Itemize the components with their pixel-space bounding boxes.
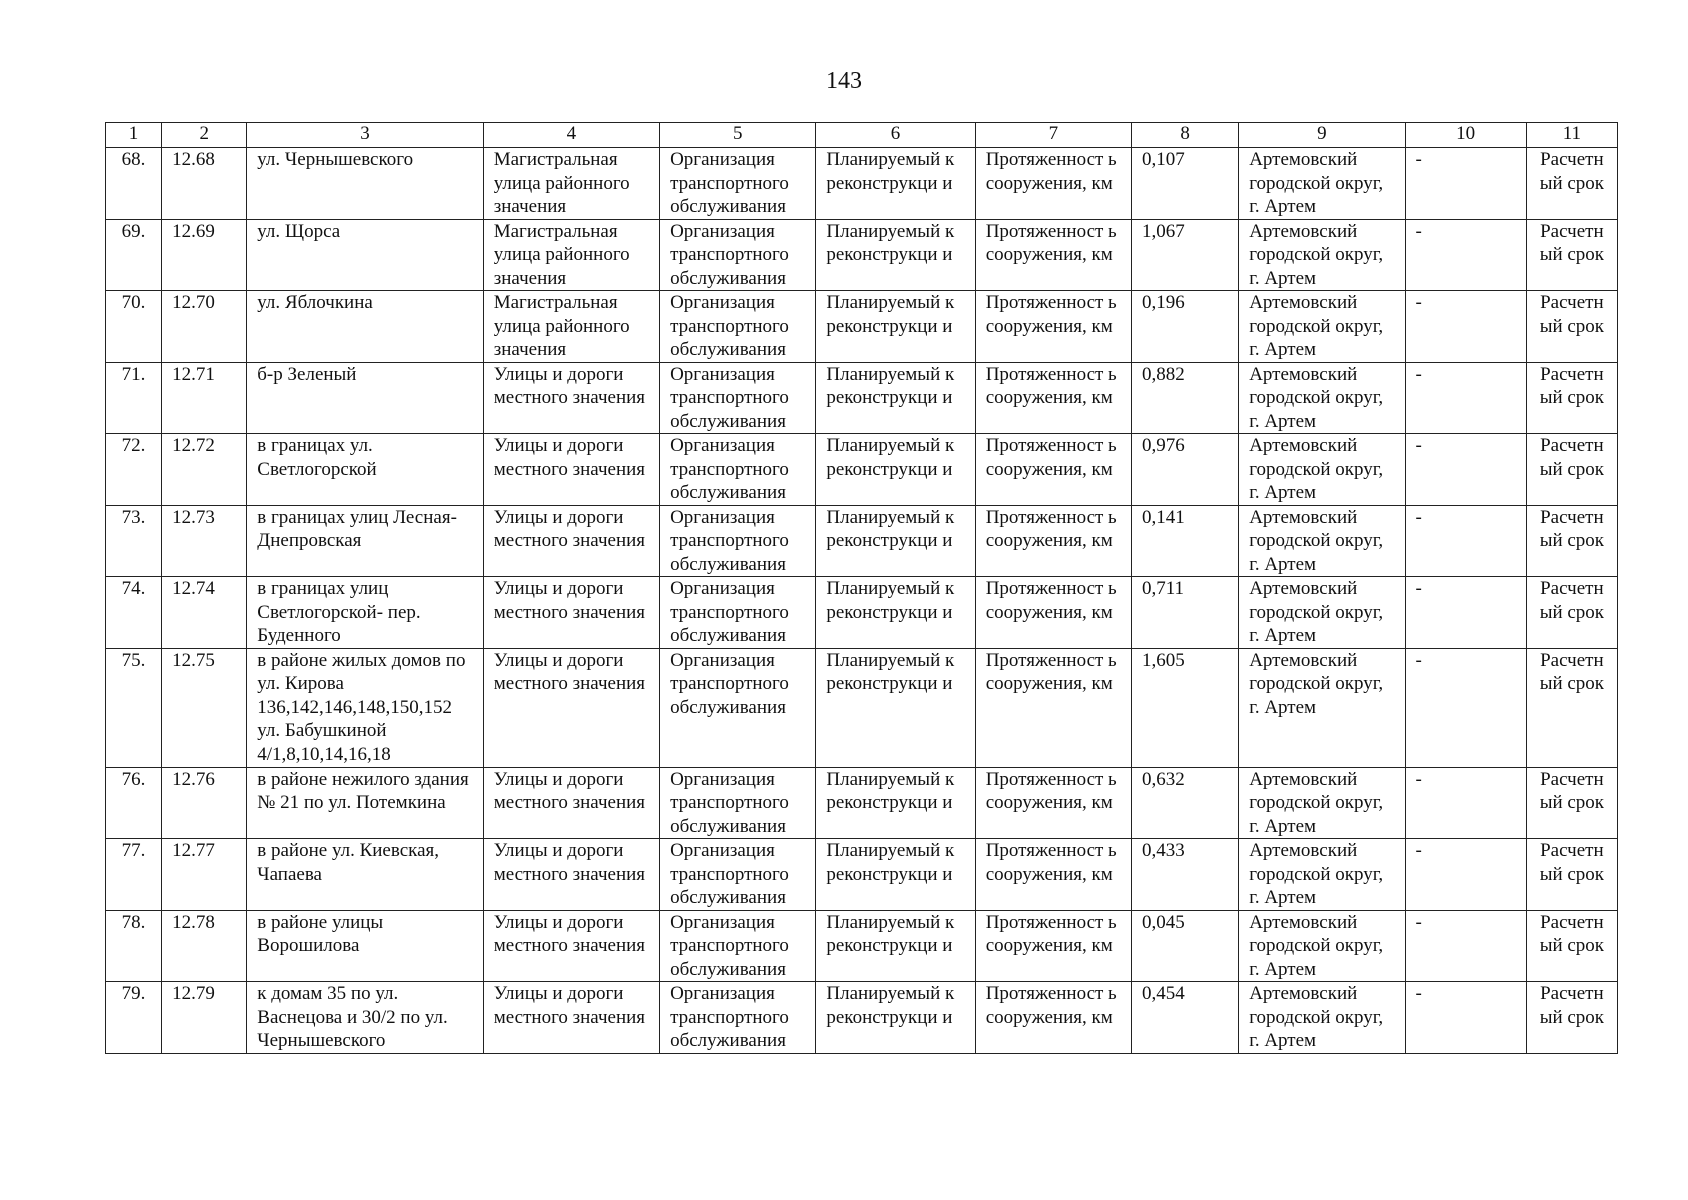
table-row (106, 839, 1618, 911)
object-parameter: Протяженност ь сооружения, км (975, 148, 1131, 220)
object-code: 12.74 (162, 577, 247, 649)
object-name: к домам 35 по ул. Васнецова и 30/2 по ул. Чернышевского (247, 982, 483, 1054)
object-location: Артемовский городской округ, г. Артем (1239, 362, 1405, 434)
row-number: 74. (106, 577, 162, 649)
column-10-value: - (1405, 291, 1526, 363)
table-row (106, 767, 1618, 839)
object-name: в границах улиц Лесная-Днепровская (247, 505, 483, 577)
object-status: Планируемый к реконструкци и (816, 362, 975, 434)
implementation-term: Расчетн ый срок (1526, 434, 1617, 506)
object-location: Артемовский городской округ, г. Артем (1239, 982, 1405, 1054)
table-row (106, 148, 1618, 220)
object-purpose: Организация транспортного обслуживания (660, 219, 816, 291)
object-status: Планируемый к реконструкци и (816, 219, 975, 291)
column-header: 8 (1131, 123, 1238, 148)
column-10-value: - (1405, 148, 1526, 220)
implementation-term: Расчетн ый срок (1526, 148, 1617, 220)
road-category: Улицы и дороги местного значения (483, 362, 659, 434)
object-name: б-р Зеленый (247, 362, 483, 434)
object-location: Артемовский городской округ, г. Артем (1239, 219, 1405, 291)
object-length: 0,976 (1131, 434, 1238, 506)
column-header: 10 (1405, 123, 1526, 148)
row-number: 69. (106, 219, 162, 291)
row-number: 71. (106, 362, 162, 434)
row-number: 75. (106, 648, 162, 767)
object-parameter: Протяженност ь сооружения, км (975, 982, 1131, 1054)
table-row (106, 648, 1618, 767)
object-code: 12.73 (162, 505, 247, 577)
object-length: 0,196 (1131, 291, 1238, 363)
column-10-value: - (1405, 982, 1526, 1054)
object-parameter: Протяженност ь сооружения, км (975, 767, 1131, 839)
object-purpose: Организация транспортного обслуживания (660, 982, 816, 1054)
object-location: Артемовский городской округ, г. Артем (1239, 434, 1405, 506)
implementation-term: Расчетн ый срок (1526, 505, 1617, 577)
objects-table (105, 122, 1618, 1054)
implementation-term: Расчетн ый срок (1526, 291, 1617, 363)
object-purpose: Организация транспортного обслуживания (660, 148, 816, 220)
object-length: 0,107 (1131, 148, 1238, 220)
column-header: 11 (1526, 123, 1617, 148)
column-10-value: - (1405, 648, 1526, 767)
road-category: Улицы и дороги местного значения (483, 505, 659, 577)
object-length: 1,605 (1131, 648, 1238, 767)
object-parameter: Протяженност ь сооружения, км (975, 910, 1131, 982)
object-length: 0,711 (1131, 577, 1238, 649)
table-row (106, 291, 1618, 363)
road-category: Магистральная улица районного значения (483, 219, 659, 291)
column-10-value: - (1405, 910, 1526, 982)
implementation-term: Расчетн ый срок (1526, 767, 1617, 839)
object-status: Планируемый к реконструкци и (816, 910, 975, 982)
object-code: 12.78 (162, 910, 247, 982)
column-header: 3 (247, 123, 483, 148)
road-category: Улицы и дороги местного значения (483, 434, 659, 506)
implementation-term: Расчетн ый срок (1526, 362, 1617, 434)
road-category: Магистральная улица районного значения (483, 148, 659, 220)
object-location: Артемовский городской округ, г. Артем (1239, 767, 1405, 839)
object-status: Планируемый к реконструкци и (816, 839, 975, 911)
column-header: 4 (483, 123, 659, 148)
object-code: 12.71 (162, 362, 247, 434)
object-parameter: Протяженност ь сооружения, км (975, 219, 1131, 291)
object-parameter: Протяженност ь сооружения, км (975, 362, 1131, 434)
table-row (106, 219, 1618, 291)
object-name: в районе ул. Киевская, Чапаева (247, 839, 483, 911)
row-number: 72. (106, 434, 162, 506)
object-status: Планируемый к реконструкци и (816, 434, 975, 506)
object-name: в районе нежилого здания № 21 по ул. Потемкина (247, 767, 483, 839)
object-parameter: Протяженност ь сооружения, км (975, 577, 1131, 649)
column-header: 6 (816, 123, 975, 148)
row-number: 73. (106, 505, 162, 577)
table-body (106, 148, 1618, 1054)
object-length: 0,632 (1131, 767, 1238, 839)
object-code: 12.69 (162, 219, 247, 291)
object-code: 12.79 (162, 982, 247, 1054)
table-row (106, 577, 1618, 649)
road-category: Улицы и дороги местного значения (483, 767, 659, 839)
table-row (106, 434, 1618, 506)
object-location: Артемовский городской округ, г. Артем (1239, 291, 1405, 363)
object-name: ул. Щорса (247, 219, 483, 291)
object-code: 12.68 (162, 148, 247, 220)
implementation-term: Расчетн ый срок (1526, 648, 1617, 767)
object-location: Артемовский городской округ, г. Артем (1239, 648, 1405, 767)
column-10-value: - (1405, 434, 1526, 506)
object-name: в границах ул. Светлогорской (247, 434, 483, 506)
object-status: Планируемый к реконструкци и (816, 648, 975, 767)
object-code: 12.70 (162, 291, 247, 363)
object-location: Артемовский городской округ, г. Артем (1239, 505, 1405, 577)
object-parameter: Протяженност ь сооружения, км (975, 839, 1131, 911)
road-category: Улицы и дороги местного значения (483, 648, 659, 767)
implementation-term: Расчетн ый срок (1526, 982, 1617, 1054)
row-number: 79. (106, 982, 162, 1054)
object-location: Артемовский городской округ, г. Артем (1239, 839, 1405, 911)
object-status: Планируемый к реконструкци и (816, 577, 975, 649)
object-length: 0,141 (1131, 505, 1238, 577)
column-10-value: - (1405, 362, 1526, 434)
object-length: 0,045 (1131, 910, 1238, 982)
object-length: 1,067 (1131, 219, 1238, 291)
column-header: 1 (106, 123, 162, 148)
implementation-term: Расчетн ый срок (1526, 577, 1617, 649)
column-header: 5 (660, 123, 816, 148)
object-code: 12.72 (162, 434, 247, 506)
object-name: ул. Чернышевского (247, 148, 483, 220)
table-row (106, 505, 1618, 577)
road-category: Улицы и дороги местного значения (483, 910, 659, 982)
object-name: ул. Яблочкина (247, 291, 483, 363)
object-status: Планируемый к реконструкци и (816, 505, 975, 577)
object-purpose: Организация транспортного обслуживания (660, 291, 816, 363)
object-purpose: Организация транспортного обслуживания (660, 648, 816, 767)
table-row (106, 982, 1618, 1054)
object-purpose: Организация транспортного обслуживания (660, 839, 816, 911)
table-row (106, 910, 1618, 982)
column-10-value: - (1405, 219, 1526, 291)
object-parameter: Протяженност ь сооружения, км (975, 291, 1131, 363)
row-number: 77. (106, 839, 162, 911)
object-name: в границах улиц Светлогорской- пер. Буденного (247, 577, 483, 649)
object-parameter: Протяженност ь сооружения, км (975, 434, 1131, 506)
object-purpose: Организация транспортного обслуживания (660, 767, 816, 839)
row-number: 76. (106, 767, 162, 839)
object-purpose: Организация транспортного обслуживания (660, 577, 816, 649)
table-row (106, 362, 1618, 434)
road-category: Улицы и дороги местного значения (483, 982, 659, 1054)
road-category: Магистральная улица районного значения (483, 291, 659, 363)
road-category: Улицы и дороги местного значения (483, 839, 659, 911)
column-header: 9 (1239, 123, 1405, 148)
row-number: 68. (106, 148, 162, 220)
row-number: 70. (106, 291, 162, 363)
object-name: в районе улицы Ворошилова (247, 910, 483, 982)
object-purpose: Организация транспортного обслуживания (660, 362, 816, 434)
object-location: Артемовский городской округ, г. Артем (1239, 910, 1405, 982)
implementation-term: Расчетн ый срок (1526, 219, 1617, 291)
page-number: 143 (826, 68, 862, 94)
object-status: Планируемый к реконструкци и (816, 291, 975, 363)
column-header: 2 (162, 123, 247, 148)
column-10-value: - (1405, 505, 1526, 577)
road-category: Улицы и дороги местного значения (483, 577, 659, 649)
column-10-value: - (1405, 839, 1526, 911)
object-parameter: Протяженност ь сооружения, км (975, 505, 1131, 577)
object-location: Артемовский городской округ, г. Артем (1239, 577, 1405, 649)
object-status: Планируемый к реконструкци и (816, 767, 975, 839)
object-length: 0,433 (1131, 839, 1238, 911)
object-name: в районе жилых домов по ул. Кирова 136,142,146,148,150,152 ул. Бабушкиной 4/1,8,10,14,16,18 (247, 648, 483, 767)
object-code: 12.76 (162, 767, 247, 839)
column-10-value: - (1405, 577, 1526, 649)
object-purpose: Организация транспортного обслуживания (660, 505, 816, 577)
object-length: 0,454 (1131, 982, 1238, 1054)
object-parameter: Протяженност ь сооружения, км (975, 648, 1131, 767)
row-number: 78. (106, 910, 162, 982)
implementation-term: Расчетн ый срок (1526, 839, 1617, 911)
object-purpose: Организация транспортного обслуживания (660, 910, 816, 982)
object-purpose: Организация транспортного обслуживания (660, 434, 816, 506)
object-length: 0,882 (1131, 362, 1238, 434)
column-10-value: - (1405, 767, 1526, 839)
object-code: 12.75 (162, 648, 247, 767)
table-header-row (106, 123, 1618, 148)
object-location: Артемовский городской округ, г. Артем (1239, 148, 1405, 220)
implementation-term: Расчетн ый срок (1526, 910, 1617, 982)
column-header: 7 (975, 123, 1131, 148)
object-status: Планируемый к реконструкци и (816, 148, 975, 220)
object-status: Планируемый к реконструкци и (816, 982, 975, 1054)
object-code: 12.77 (162, 839, 247, 911)
